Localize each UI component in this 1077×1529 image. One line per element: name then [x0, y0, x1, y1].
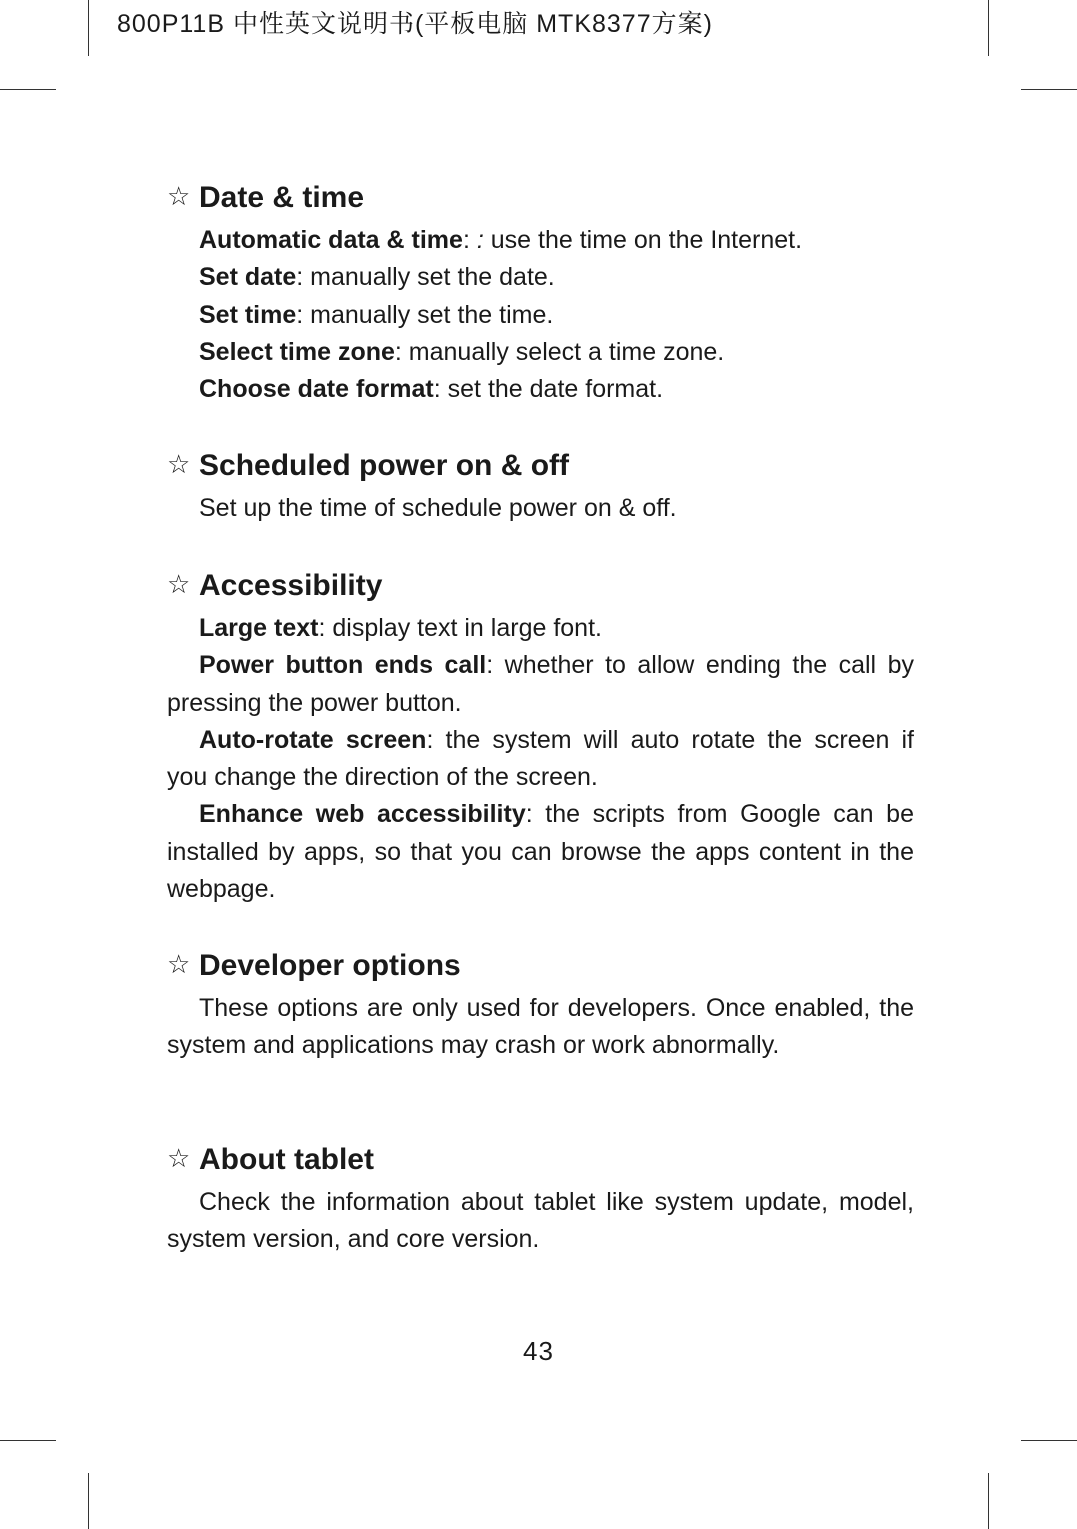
section-title: ☆ Scheduled power on & off [167, 446, 914, 485]
crop-mark-left-upper [0, 89, 56, 90]
setting-item-automatic-date-time: Automatic data & time: : use the time on the Internet. [199, 226, 803, 254]
section-title: ☆ Date & time [167, 178, 914, 217]
section-accessibility [167, 566, 914, 908]
section-developer-options [167, 946, 914, 1065]
setting-item-large-text: Large text: display text in large font. [199, 614, 602, 642]
crop-mark-bottom-right [988, 1473, 989, 1529]
crop-mark-bottom-left [88, 1473, 89, 1529]
setting-item-choose-date-format: Choose date format: set the date format. [199, 375, 664, 404]
page-number: 43 [523, 1336, 554, 1366]
crop-mark-right-lower [1021, 1440, 1077, 1441]
crop-mark-top-left [88, 0, 89, 56]
setting-item-power-button-ends-call: Power button ends call: whether to allow ending the call by pressing the power button. [167, 651, 914, 717]
setting-item-auto-rotate-screen: Auto-rotate screen: the system will auto rotate the screen if you change the direction of the screen. [167, 725, 914, 792]
section-title: ☆ About tablet [167, 1140, 914, 1179]
section-date-time [167, 178, 914, 408]
section-description: Check the information about tablet like system update, model, system version, and core version. [167, 1188, 914, 1254]
crop-mark-right-upper [1021, 89, 1077, 90]
white-star-icon: ☆ [167, 450, 191, 480]
setting-item-set-date: Set date: manually set the date. [199, 263, 555, 292]
white-star-icon: ☆ [167, 1144, 191, 1174]
setting-item-enhance-web-accessibility: Enhance web accessibility: the scripts from Google can be installed by apps, so that you can browse the apps content in the webpage. [167, 800, 914, 904]
crop-mark-top-right [988, 0, 989, 56]
document-header-title: 800P11B 中性英文说明书(平板电脑 MTK8377方案) [117, 10, 713, 38]
section-title: ☆ Developer options [167, 946, 914, 985]
white-star-icon: ☆ [167, 950, 191, 980]
section-description: These options are only used for developers. Once enabled, the system and applications may crash or work abnormally. [167, 994, 914, 1060]
white-star-icon: ☆ [167, 182, 191, 212]
white-star-icon: ☆ [167, 570, 191, 600]
section-title: ☆ Accessibility [167, 566, 914, 605]
section-scheduled-power [167, 446, 914, 527]
setting-item-set-time: Set time: manually set the time. [199, 300, 554, 329]
section-description: Set up the time of schedule power on & off. [199, 494, 677, 522]
crop-mark-left-lower [0, 1440, 56, 1441]
section-about-tablet [167, 1140, 914, 1259]
setting-item-select-time-zone: Select time zone: manually select a time zone. [199, 337, 725, 366]
